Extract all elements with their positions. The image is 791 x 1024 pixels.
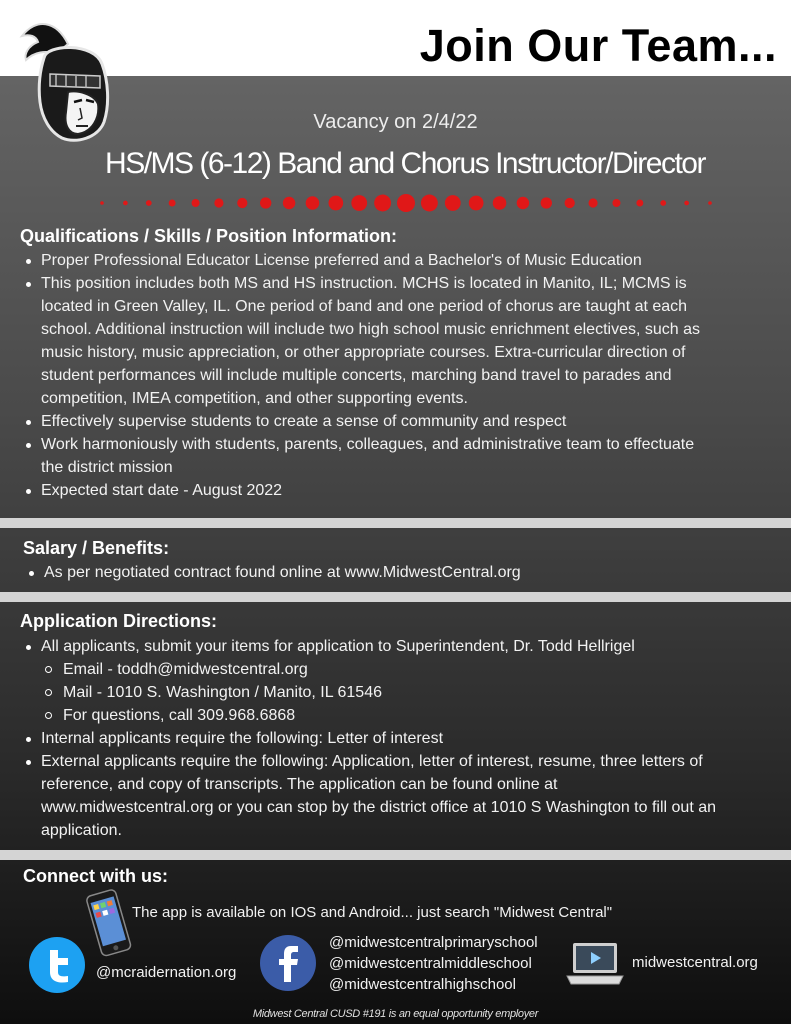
facebook-handles[interactable]	[329, 932, 538, 995]
list-item: External applicants require the following: Application, letter of interest, resume, three letters of reference, and copy of transcripts. The application can be found online at www.midwestcentral.org or you can stop by the district office at 1010 S Washington to fill out an application.	[20, 750, 725, 842]
decorative-dot	[374, 195, 391, 212]
application-intro: All applicants, submit your items for application to Superintendent, Dr. Todd Hellrigel	[41, 638, 635, 655]
decorative-dot	[329, 196, 344, 211]
smartphone-icon	[80, 888, 136, 960]
decorative-dot	[146, 200, 152, 206]
position-title: HS/MS (6-12) Band and Chorus Instructor/Director	[105, 147, 705, 180]
qualifications-list	[20, 249, 720, 502]
facebook-handle-primary[interactable]: @midwestcentralprimaryschool	[329, 934, 538, 951]
page-title: Join Our Team...	[419, 20, 777, 71]
footer-eoe: Midwest Central CUSD #191 is an equal opportunity employer	[252, 1008, 539, 1020]
facebook-icon[interactable]	[259, 934, 317, 992]
list-item: Expected start date - August 2022	[20, 479, 720, 502]
list-item: Work harmoniously with students, parents, colleagues, and administrative team to effectuate the district mission	[20, 433, 720, 479]
decorative-dot	[469, 196, 484, 211]
contact-sublist	[41, 658, 725, 727]
contact-mail: Mail - 1010 S. Washington / Manito, IL 61546	[41, 681, 725, 704]
list-item: Proper Professional Educator License preferred and a Bachelor's of Music Education	[20, 249, 720, 272]
decorative-dot	[445, 195, 461, 211]
salary-heading: Salary / Benefits:	[23, 538, 170, 558]
qualifications-heading: Qualifications / Skills / Position Information:	[20, 226, 398, 246]
list-item: This position includes both MS and HS instruction. MCHS is located in Manito, IL; MCMS is located in Green Valley, IL. One period of band and one period of chorus are taught at each school. Additional instruction will include two high school music enrichment electives, such as music history, music appreciation, or other appropriate courses. Extra-curricular direction of student performances will include multiple concerts, marching band travel to parades and competition, IMEA competition, and other supporting events.	[20, 272, 720, 410]
list-item: Internal applicants require the following: Letter of interest	[20, 727, 725, 750]
decorative-dot	[100, 201, 104, 205]
decorative-dot	[708, 201, 712, 205]
decorative-dot	[541, 197, 552, 208]
application-heading: Application Directions:	[20, 611, 218, 631]
decorative-dot	[192, 199, 200, 207]
contact-phone: For questions, call 309.968.6868	[41, 704, 725, 727]
decorative-dot	[123, 201, 128, 206]
decorative-dot	[517, 197, 529, 209]
laptop-icon	[565, 940, 625, 988]
section-divider	[0, 592, 791, 602]
twitter-handle[interactable]: @mcraidernation.org	[96, 964, 237, 981]
website-link[interactable]: midwestcentral.org	[632, 954, 758, 971]
decorative-dot	[660, 200, 666, 206]
section-divider	[0, 850, 791, 860]
decorative-dot	[421, 195, 438, 212]
list-item: Effectively supervise students to create a sense of community and respect	[20, 410, 720, 433]
decorative-dot	[169, 200, 176, 207]
decorative-dot	[397, 194, 415, 212]
decorative-dot-divider	[96, 190, 716, 216]
decorative-dot	[306, 196, 320, 210]
application-list	[20, 635, 725, 842]
decorative-dot	[589, 198, 598, 207]
contact-email: Email - toddh@midwestcentral.org	[41, 658, 725, 681]
list-item	[20, 635, 725, 727]
decorative-dot	[636, 200, 643, 207]
decorative-dot	[493, 196, 507, 210]
salary-list	[23, 561, 723, 584]
decorative-dot	[684, 201, 689, 206]
connect-heading: Connect with us:	[23, 866, 168, 886]
facebook-handle-high[interactable]: @midwestcentralhighschool	[329, 976, 516, 993]
decorative-dot	[565, 198, 575, 208]
decorative-dot	[260, 197, 271, 208]
app-availability-text: The app is available on IOS and Android... just search "Midwest Central"	[132, 904, 613, 921]
twitter-icon[interactable]	[28, 936, 86, 994]
decorative-dot	[214, 198, 223, 207]
decorative-dot	[283, 197, 295, 209]
decorative-dot	[237, 198, 247, 208]
decorative-dot	[612, 199, 620, 207]
vacancy-date: Vacancy on 2/4/22	[313, 111, 478, 133]
facebook-handle-middle[interactable]: @midwestcentralmiddleschool	[329, 955, 532, 972]
decorative-dot	[351, 195, 367, 211]
list-item: As per negotiated contract found online at www.MidwestCentral.org	[23, 561, 723, 584]
section-divider	[0, 518, 791, 528]
